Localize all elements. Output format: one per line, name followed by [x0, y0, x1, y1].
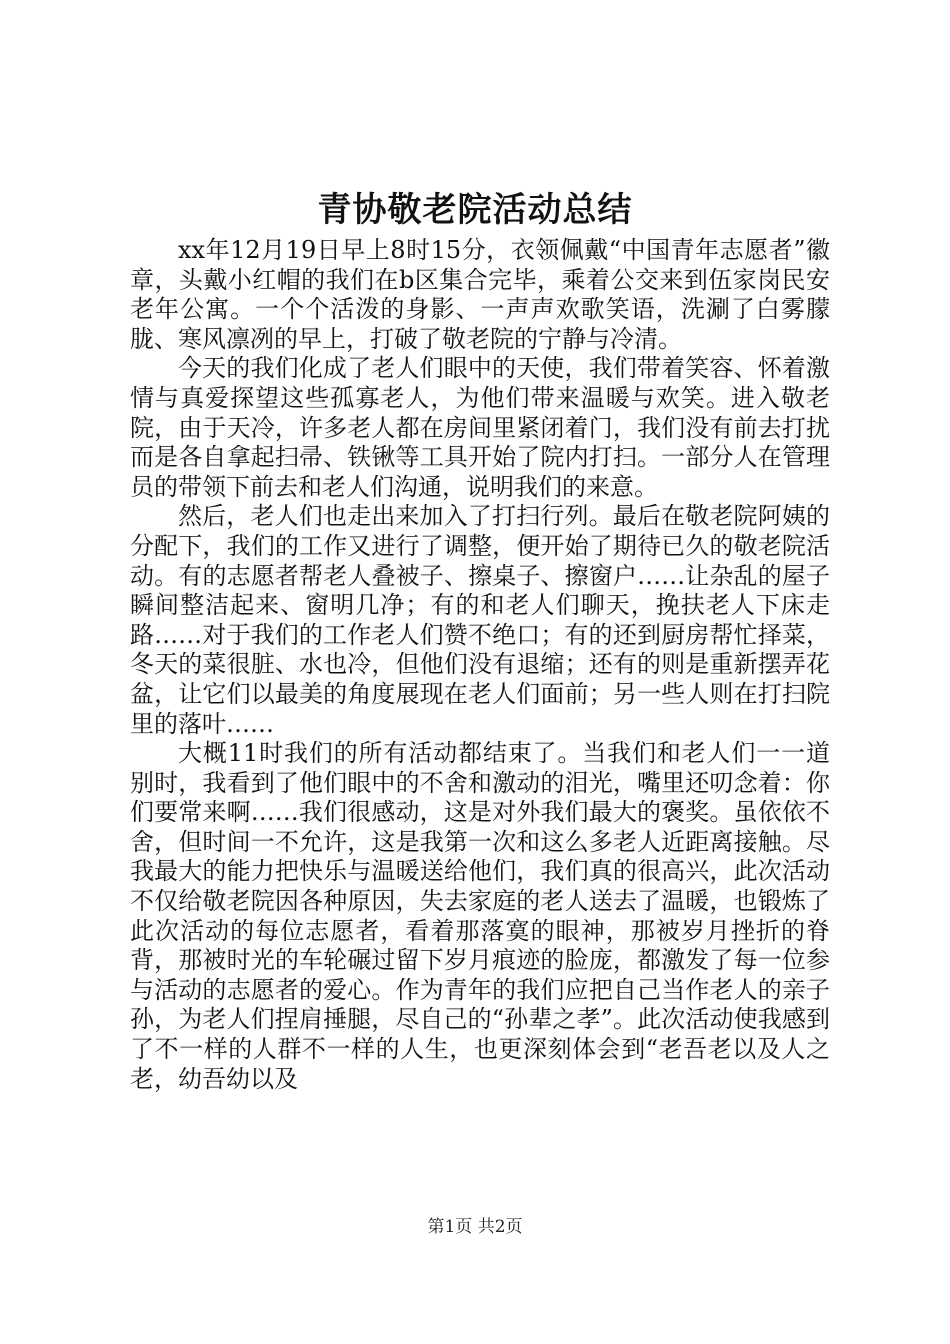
paragraph: 大概11时我们的所有活动都结束了。当我们和老人们一一道别时，我看到了他们眼中的不舍和激动的泪光，嘴里还叨念着：你们要常来啊……我们很感动，这是对外我们最大的褒奖。虽依依不舍，但时间一不允许，这是我第一次和这么多老人近距离接触。尽我最大的能力把快乐与温暖送给他们，我们真的很高兴，此次活动不仅给敬老院因各种原因，失去家庭的老人送去了温暖，也锻炼了此次活动的每位志愿者，看着那落寞的眼神，那被岁月挫折的脊背，那被时光的车轮碾过留下岁月痕迹的脸庞，都激发了每一位参与活动的志愿者的爱心。作为青年的我们应把自己当作老人的亲子孙，为老人们捏肩捶腿，尽自己的“孙辈之孝”。此次活动使我感到了不一样的人群不一样的人生，也更深刻体会到“老吾老以及人之老，幼吾幼以及 [130, 739, 830, 1093]
document-body [130, 236, 830, 1094]
page-number-footer: 第1页 共2页 [427, 1217, 523, 1237]
paragraph: 然后，老人们也走出来加入了打扫行列。最后在敬老院阿姨的分配下，我们的工作又进行了调整，便开始了期待已久的敬老院活动。有的志愿者帮老人叠被子、擦桌子、擦窗户……让杂乱的屋子瞬间整洁起来、窗明几净；有的和老人们聊天，挽扶老人下床走路……对于我们的工作老人们赞不绝口；有的还到厨房帮忙择菜，冬天的菜很脏、水也冷，但他们没有退缩；还有的则是重新摆弄花盆，让它们以最美的角度展现在老人们面前；另一些人则在打扫院里的落叶…… [130, 502, 830, 738]
paragraph: 今天的我们化成了老人们眼中的天使，我们带着笑容、怀着激情与真爱探望这些孤寡老人，为他们带来温暖与欢笑。进入敬老院，由于天冷，许多老人都在房间里紧闭着门，我们没有前去打扰而是各自拿起扫帚、铁锹等工具开始了院内打扫。一部分人在管理员的带领下前去和老人们沟通，说明我们的来意。 [130, 354, 830, 501]
paragraph: xx年12月19日早上8时15分，衣领佩戴“中国青年志愿者”徽章，头戴小红帽的我们在b区集合完毕，乘着公交来到伍家岗民安老年公寓。一个个活泼的身影、一声声欢歌笑语，洗涮了白雾朦胧、寒风凛冽的早上，打破了敬老院的宁静与冷清。 [130, 236, 830, 353]
document-title: 青协敬老院活动总结 [317, 190, 633, 230]
